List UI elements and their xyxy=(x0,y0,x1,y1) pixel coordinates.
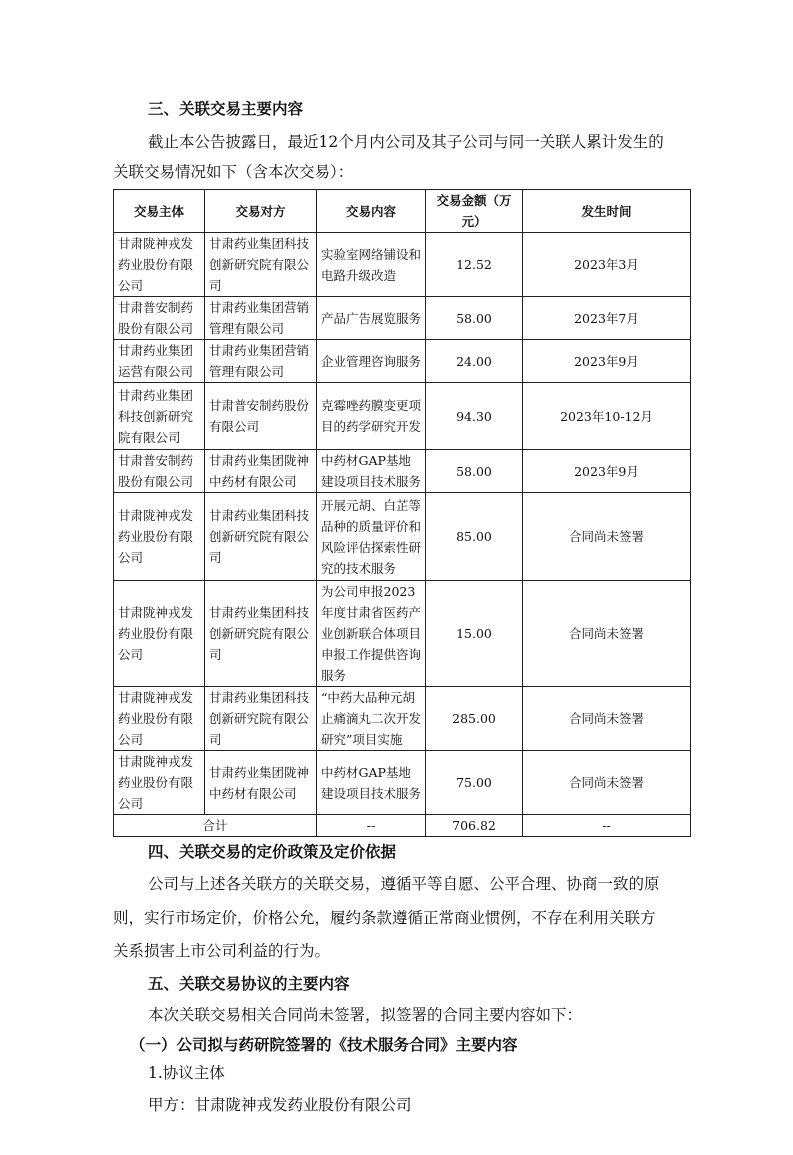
cell-amount: 58.00 xyxy=(426,450,523,493)
cell-counterparty: 甘肃普安制药股份有限公司 xyxy=(205,383,317,450)
cell-amount: 15.00 xyxy=(426,581,523,687)
cell-content: 中药材GAP基地建设项目技术服务 xyxy=(317,751,426,815)
table-row xyxy=(114,450,691,493)
cell-content: 克霉唑药膜变更项目的药学研究开发 xyxy=(317,383,426,450)
paragraph-line: 关联交易情况如下（含本次交易）： xyxy=(113,163,354,181)
cell-content: 企业管理咨询服务 xyxy=(317,340,426,383)
cell-amount: 24.00 xyxy=(426,340,523,383)
cell-time: 合同尚未签署 xyxy=(523,581,691,687)
section-3-heading: 三、关联交易主要内容 xyxy=(148,100,304,118)
cell-time: 合同尚未签署 xyxy=(523,493,691,581)
total-time: -- xyxy=(523,815,691,837)
cell-subject: 甘肃陇神戎发药业股份有限公司 xyxy=(114,581,205,687)
cell-counterparty: 甘肃药业集团科技创新研究院有限公司 xyxy=(205,233,317,297)
cell-amount: 85.00 xyxy=(426,493,523,581)
cell-counterparty: 甘肃药业集团科技创新研究院有限公司 xyxy=(205,581,317,687)
cell-time: 2023年3月 xyxy=(523,233,691,297)
cell-counterparty: 甘肃药业集团陇神中药材有限公司 xyxy=(205,751,317,815)
paragraph-line: 截止本公告披露日，最近12个月内公司及其子公司与同一关联人累计发生的 xyxy=(148,133,664,151)
cell-time: 2023年9月 xyxy=(523,340,691,383)
table-row xyxy=(114,581,691,687)
paragraph-line: 公司与上述各关联方的关联交易，遵循平等自愿、公平合理、协商一致的原 xyxy=(148,875,660,893)
cell-time: 合同尚未签署 xyxy=(523,751,691,815)
cell-content: 中药材GAP基地建设项目技术服务 xyxy=(317,450,426,493)
paragraph-line: 则，实行市场定价，价格公允，履约条款遵循正常商业惯例，不存在利用关联方 xyxy=(113,909,656,927)
cell-counterparty: 甘肃药业集团科技创新研究院有限公司 xyxy=(205,493,317,581)
cell-time: 2023年7月 xyxy=(523,297,691,340)
cell-content: 开展元胡、白芷等品种的质量评价和风险评估探索性研究的技术服务 xyxy=(317,493,426,581)
table-body xyxy=(114,233,691,837)
header-cell: 发生时间 xyxy=(523,190,691,233)
cell-subject: 甘肃陇神戎发药业股份有限公司 xyxy=(114,687,205,751)
cell-content: 产品广告展览服务 xyxy=(317,297,426,340)
table-row xyxy=(114,340,691,383)
item-heading: 1.协议主体 xyxy=(148,1064,225,1082)
total-amount: 706.82 xyxy=(426,815,523,837)
cell-subject: 甘肃药业集团科技创新研究院有限公司 xyxy=(114,383,205,450)
cell-amount: 58.00 xyxy=(426,297,523,340)
section-5-heading: 五、关联交易协议的主要内容 xyxy=(148,975,350,993)
header-cell: 交易金额（万元） xyxy=(426,190,523,233)
section-4-heading: 四、关联交易的定价政策及定价依据 xyxy=(148,843,397,861)
cell-subject: 甘肃普安制药股份有限公司 xyxy=(114,450,205,493)
cell-time: 合同尚未签署 xyxy=(523,687,691,751)
party-a-line: 甲方：甘肃陇神戎发药业股份有限公司 xyxy=(148,1096,412,1114)
total-row xyxy=(114,815,691,837)
cell-time: 2023年9月 xyxy=(523,450,691,493)
cell-amount: 75.00 xyxy=(426,751,523,815)
cell-counterparty: 甘肃药业集团营销管理有限公司 xyxy=(205,297,317,340)
total-label: 合计 xyxy=(114,815,317,837)
cell-time: 2023年10-12月 xyxy=(523,383,691,450)
cell-subject: 甘肃普安制药股份有限公司 xyxy=(114,297,205,340)
table-row xyxy=(114,297,691,340)
table-row xyxy=(114,687,691,751)
table-row xyxy=(114,383,691,450)
cell-counterparty: 甘肃药业集团陇神中药材有限公司 xyxy=(205,450,317,493)
cell-content: “中药大品种元胡止痛滴丸二次开发研究”项目实施 xyxy=(317,687,426,751)
cell-subject: 甘肃陇神戎发药业股份有限公司 xyxy=(114,233,205,297)
table-row xyxy=(114,751,691,815)
cell-content: 实验室网络铺设和电路升级改造 xyxy=(317,233,426,297)
cell-counterparty: 甘肃药业集团科技创新研究院有限公司 xyxy=(205,687,317,751)
header-cell: 交易对方 xyxy=(205,190,317,233)
cell-content: 为公司申报2023年度甘肃省医药产业创新联合体项目申报工作提供咨询服务 xyxy=(317,581,426,687)
table-row xyxy=(114,493,691,581)
table-header-row xyxy=(114,190,691,233)
cell-amount: 94.30 xyxy=(426,383,523,450)
cell-amount: 285.00 xyxy=(426,687,523,751)
cell-counterparty: 甘肃药业集团营销管理有限公司 xyxy=(205,340,317,383)
subsection-heading: （一）公司拟与药研院签署的《技术服务合同》主要内容 xyxy=(130,1036,518,1054)
header-cell: 交易内容 xyxy=(317,190,426,233)
table-row xyxy=(114,233,691,297)
paragraph-line: 本次关联交易相关合同尚未签署，拟签署的合同主要内容如下： xyxy=(148,1006,583,1024)
cell-subject: 甘肃药业集团运营有限公司 xyxy=(114,340,205,383)
cell-subject: 甘肃陇神戎发药业股份有限公司 xyxy=(114,493,205,581)
total-content: -- xyxy=(317,815,426,837)
cell-amount: 12.52 xyxy=(426,233,523,297)
related-transactions-table xyxy=(113,189,691,837)
header-cell: 交易主体 xyxy=(114,190,205,233)
paragraph-line: 关系损害上市公司利益的行为。 xyxy=(113,942,331,960)
cell-subject: 甘肃陇神戎发药业股份有限公司 xyxy=(114,751,205,815)
